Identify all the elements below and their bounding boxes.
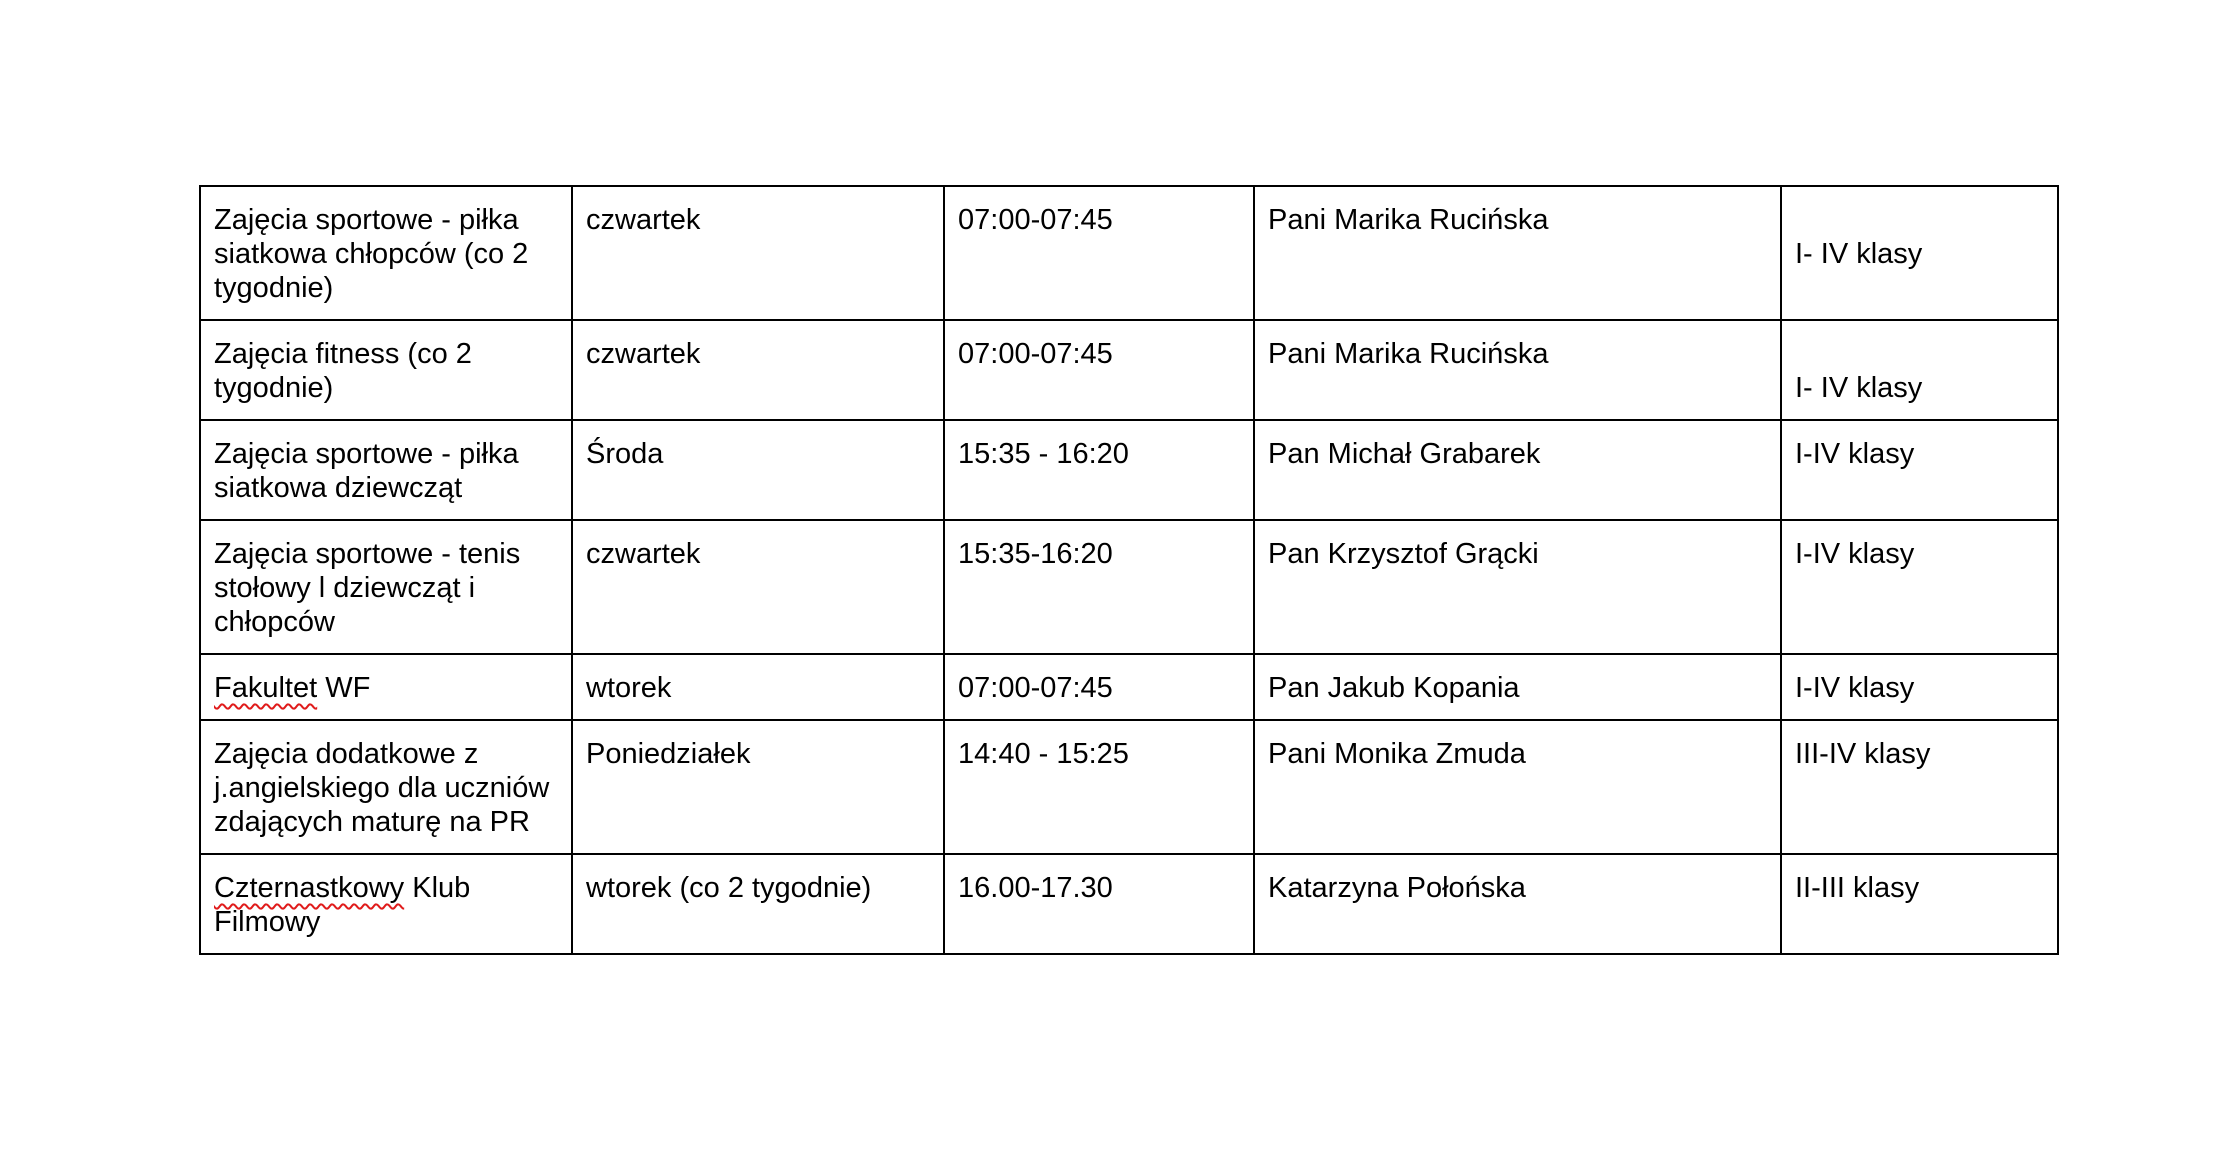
day-cell: czwartek [572, 186, 944, 320]
day-cell: czwartek [572, 320, 944, 420]
classes-cell: I-IV klasy [1781, 420, 2058, 520]
activity-cell [200, 654, 572, 720]
day-cell: wtorek [572, 654, 944, 720]
table-row [200, 320, 2058, 420]
teacher-cell: Pan Jakub Kopania [1254, 654, 1781, 720]
classes-cell: I-IV klasy [1781, 654, 2058, 720]
spellcheck-flagged-word[interactable]: Fakultet [214, 672, 318, 704]
teacher-cell: Pani Marika Rucińska [1254, 186, 1781, 320]
time-cell: 15:35 - 16:20 [944, 420, 1254, 520]
classes-cell: III-IV klasy [1781, 720, 2058, 854]
classes-cell: II-III klasy [1781, 854, 2058, 954]
table-row [200, 720, 2058, 854]
activity-cell: Zajęcia sportowe - piłka siatkowa chłopców (co 2 tygodnie) [200, 186, 572, 320]
day-cell: Środa [572, 420, 944, 520]
activity-cell: Zajęcia sportowe - tenis stołowy l dziewcząt i chłopców [200, 520, 572, 654]
time-cell: 07:00-07:45 [944, 654, 1254, 720]
time-cell: 15:35-16:20 [944, 520, 1254, 654]
activity-cell: Zajęcia fitness (co 2 tygodnie) [200, 320, 572, 420]
time-cell: 16.00-17.30 [944, 854, 1254, 954]
time-cell: 07:00-07:45 [944, 186, 1254, 320]
spellcheck-flagged-word[interactable]: Czternastkowy [214, 872, 405, 904]
teacher-cell: Katarzyna Połońska [1254, 854, 1781, 954]
classes-cell: I- IV klasy [1781, 186, 2058, 320]
time-cell: 07:00-07:45 [944, 320, 1254, 420]
day-cell: wtorek (co 2 tygodnie) [572, 854, 944, 954]
day-cell: Poniedziałek [572, 720, 944, 854]
table-row [200, 186, 2058, 320]
activity-cell: Zajęcia dodatkowe z j.angielskiego dla uczniów zdających maturę na PR [200, 720, 572, 854]
table-row [200, 654, 2058, 720]
teacher-cell: Pani Monika Zmuda [1254, 720, 1781, 854]
activity-cell [200, 854, 572, 954]
teacher-cell: Pani Marika Rucińska [1254, 320, 1781, 420]
activity-text: Klub Filmowy [214, 872, 471, 938]
activity-cell: Zajęcia sportowe - piłka siatkowa dziewcząt [200, 420, 572, 520]
table-row [200, 854, 2058, 954]
activity-text: WF [317, 672, 371, 704]
teacher-cell: Pan Michał Grabarek [1254, 420, 1781, 520]
schedule-table [199, 185, 2059, 955]
teacher-cell: Pan Krzysztof Grącki [1254, 520, 1781, 654]
table-row [200, 520, 2058, 654]
table-row [200, 420, 2058, 520]
day-cell: czwartek [572, 520, 944, 654]
classes-cell: I-IV klasy [1781, 520, 2058, 654]
classes-cell: I- IV klasy [1781, 320, 2058, 420]
time-cell: 14:40 - 15:25 [944, 720, 1254, 854]
